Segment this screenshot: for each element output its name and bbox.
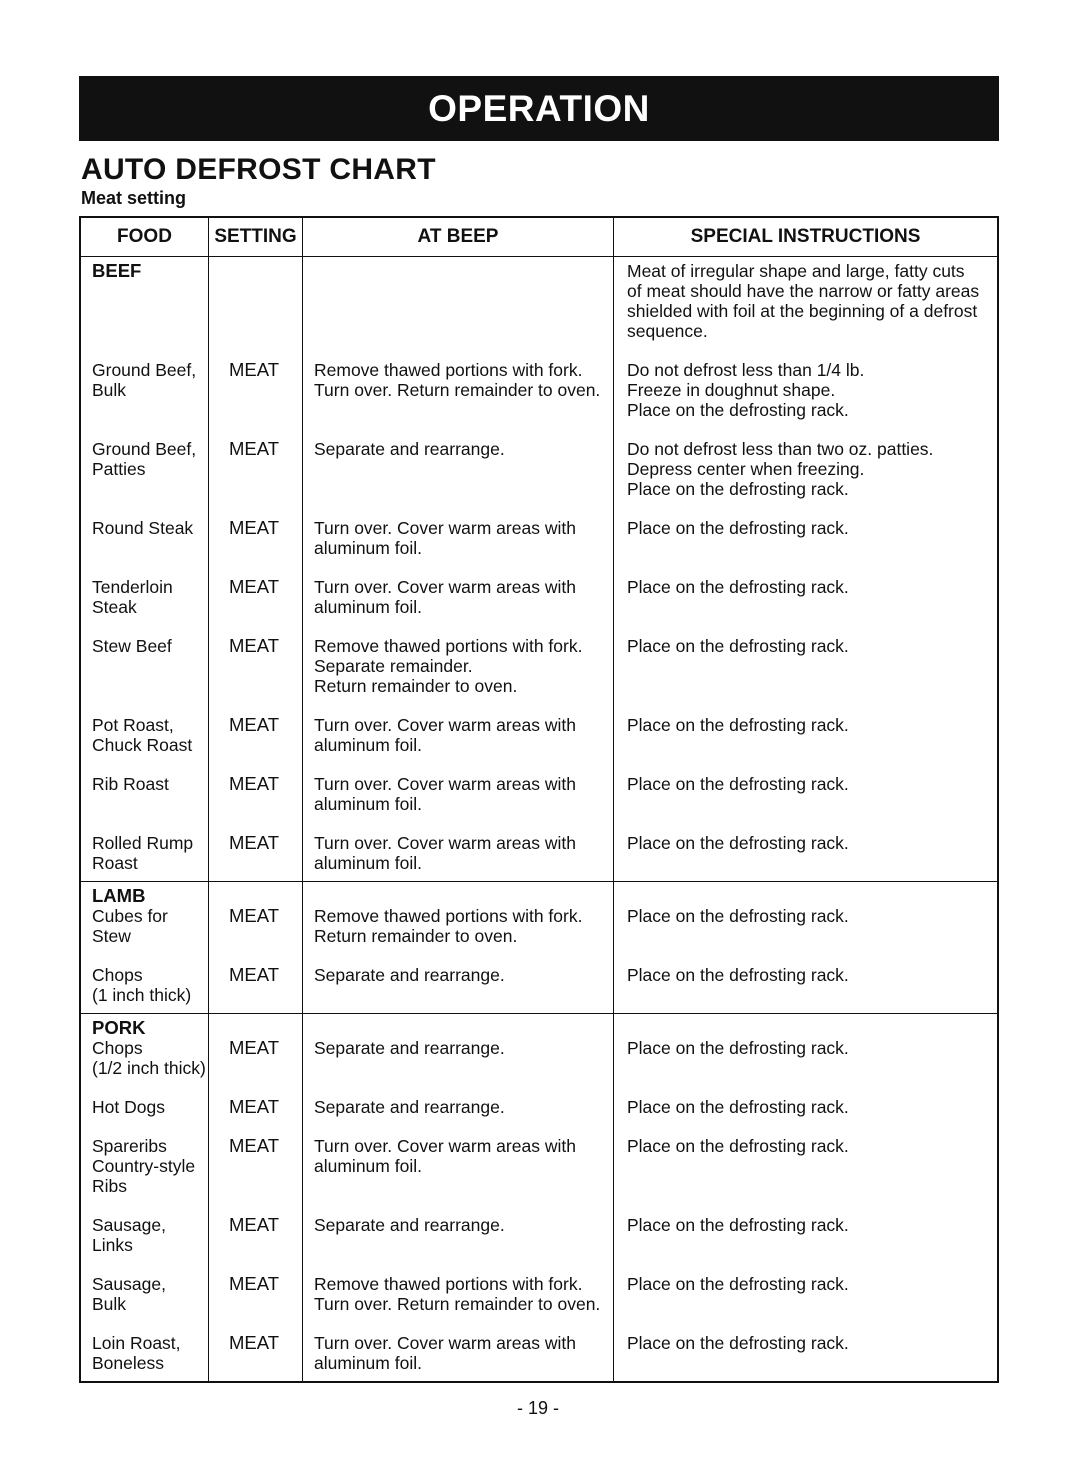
table-header-row (81, 218, 997, 257)
row-gap (81, 617, 208, 636)
setting-value: MEAT (229, 1096, 280, 1117)
at-beep-line: Turn over. Cover warm areas with (314, 577, 576, 597)
food-name-line: Stew Beef (92, 636, 172, 656)
at-beep-line: Remove thawed portions with fork. (314, 636, 583, 656)
at-beep-line: Turn over. Return remainder to oven. (314, 380, 601, 400)
food-name-line: Bulk (92, 380, 127, 400)
setting-value: MEAT (229, 714, 280, 735)
section-beef (81, 257, 997, 882)
row-gap (614, 755, 997, 774)
row-gap (303, 696, 613, 715)
at-beep-line: aluminum foil. (314, 794, 422, 814)
special-instruction-line: Place on the defrosting rack. (627, 518, 849, 538)
spacer-line (209, 459, 302, 479)
spacer-line (209, 853, 302, 873)
spacer-line (81, 794, 208, 814)
special-instruction-line: Place on the defrosting rack. (627, 906, 849, 926)
spacer-line (209, 926, 302, 946)
food-name-line: Stew (92, 926, 131, 946)
spacer-line (209, 985, 302, 1005)
food-name-line: Chuck Roast (92, 735, 193, 755)
spacer-line (81, 301, 208, 321)
spacer-line (209, 281, 302, 301)
food-name-line: Round Steak (92, 518, 194, 538)
row-gap (209, 420, 302, 439)
row-gap (81, 499, 208, 518)
spacer-line (209, 1176, 302, 1196)
setting-column (209, 257, 303, 881)
at-beep-line: Turn over. Cover warm areas with (314, 715, 576, 735)
spacer-line (614, 538, 997, 558)
row-gap (614, 1078, 997, 1097)
row-gap (303, 1078, 613, 1097)
chart-title: AUTO DEFROST CHART (81, 153, 436, 186)
setting-value: MEAT (229, 576, 280, 597)
spacer-line (209, 380, 302, 400)
spacer-line (209, 676, 302, 696)
setting-value: MEAT (229, 1214, 280, 1235)
row-gap (209, 558, 302, 577)
food-name-line: Rib Roast (92, 774, 169, 794)
spacer-line (209, 794, 302, 814)
row-gap (303, 946, 613, 965)
intro-text-line: sequence. (627, 321, 708, 341)
row-gap (209, 814, 302, 833)
row-gap (209, 341, 302, 360)
special-instruction-line: Place on the defrosting rack. (627, 636, 849, 656)
category-heading: BEEF (92, 260, 142, 281)
row-gap (81, 1078, 208, 1097)
at-beep-line: Remove thawed portions with fork. (314, 906, 583, 926)
spacer-line (81, 676, 208, 696)
spacer-line (614, 1176, 997, 1196)
spacer-line (81, 538, 208, 558)
food-name-line: Ground Beef, (92, 439, 197, 459)
setting-value: MEAT (229, 964, 280, 985)
food-name-line: Loin Roast, (92, 1333, 181, 1353)
food-column (81, 257, 209, 881)
header-at-beep: AT BEEP (303, 218, 614, 256)
spacer-line (614, 985, 997, 1005)
at-beep-line: Separate and rearrange. (314, 965, 505, 985)
special-instruction-line: Do not defrost less than two oz. patties. (627, 439, 934, 459)
special-instructions-column (614, 257, 997, 881)
section-pork (81, 1014, 997, 1381)
food-name-line: Ribs (92, 1176, 128, 1196)
row-gap (209, 1255, 302, 1274)
at-beep-line: Turn over. Cover warm areas with (314, 1333, 576, 1353)
row-gap (209, 1117, 302, 1136)
row-gap (303, 341, 613, 360)
at-beep-line: Turn over. Cover warm areas with (314, 774, 576, 794)
intro-text-line: Meat of irregular shape and large, fatty cuts (627, 261, 965, 281)
food-name-line: Bulk (92, 1294, 127, 1314)
special-instruction-line: Do not defrost less than 1/4 lb. (627, 360, 865, 380)
row-gap (303, 1196, 613, 1215)
setting-value: MEAT (229, 359, 280, 380)
spacer-line (209, 656, 302, 676)
special-instruction-line: Depress center when freezing. (627, 459, 865, 479)
row-gap (614, 1314, 997, 1333)
at-beep-column (303, 882, 614, 1013)
special-instruction-line: Place on the defrosting rack. (627, 479, 849, 499)
spacer-line (209, 479, 302, 499)
row-gap (209, 946, 302, 965)
row-gap (614, 946, 997, 965)
food-name-line: Chops (92, 965, 143, 985)
row-gap (81, 420, 208, 439)
spacer-line (614, 1058, 997, 1078)
at-beep-line: aluminum foil. (314, 853, 422, 873)
at-beep-line: Separate and rearrange. (314, 1215, 505, 1235)
spacer-line (209, 1235, 302, 1255)
at-beep-line: Separate and rearrange. (314, 1097, 505, 1117)
row-gap (614, 696, 997, 715)
row-gap (303, 1255, 613, 1274)
at-beep-line: aluminum foil. (314, 735, 422, 755)
at-beep-line: Return remainder to oven. (314, 926, 518, 946)
food-name-line: Cubes for (92, 906, 168, 926)
row-gap (614, 617, 997, 636)
spacer-line (81, 656, 208, 676)
spacer-line (303, 985, 613, 1005)
special-instruction-line: Place on the defrosting rack. (627, 1274, 849, 1294)
special-instruction-line: Place on the defrosting rack. (627, 833, 849, 853)
food-name-line: Patties (92, 459, 146, 479)
special-instruction-line: Place on the defrosting rack. (627, 400, 849, 420)
at-beep-line: Turn over. Cover warm areas with (314, 833, 576, 853)
row-gap (209, 617, 302, 636)
setting-value: MEAT (229, 1273, 280, 1294)
special-instruction-line: Place on the defrosting rack. (627, 577, 849, 597)
spacer-line (209, 1294, 302, 1314)
spacer-line (209, 301, 302, 321)
spacer-line (614, 1156, 997, 1176)
at-beep-column (303, 257, 614, 881)
header-special-instructions: SPECIAL INSTRUCTIONS (690, 226, 921, 247)
spacer-line (81, 281, 208, 301)
row-gap (614, 558, 997, 577)
at-beep-line: Separate remainder. (314, 656, 473, 676)
row-gap (614, 341, 997, 360)
at-beep-line: aluminum foil. (314, 1353, 422, 1373)
food-name-line: Roast (92, 853, 138, 873)
spacer-line (209, 735, 302, 755)
special-instructions-column (614, 1014, 997, 1381)
section-lamb (81, 882, 997, 1014)
defrost-chart-table (79, 216, 999, 1383)
spacer-line (614, 1353, 997, 1373)
setting-value: MEAT (229, 1135, 280, 1156)
spacer-line (209, 400, 302, 420)
special-instruction-line: Place on the defrosting rack. (627, 1038, 849, 1058)
at-beep-line: Separate and rearrange. (314, 439, 505, 459)
setting-value: MEAT (229, 1332, 280, 1353)
food-name-line: (1/2 inch thick) (92, 1058, 206, 1078)
row-gap (81, 946, 208, 965)
row-gap (81, 755, 208, 774)
header-setting: SETTING (209, 218, 303, 256)
spacer-line (614, 735, 997, 755)
spacer-line (81, 400, 208, 420)
row-gap (614, 814, 997, 833)
spacer-line (209, 538, 302, 558)
intro-text-line: shielded with foil at the beginning of a defrost (627, 301, 978, 321)
spacer-line (209, 1353, 302, 1373)
at-beep-line: aluminum foil. (314, 538, 422, 558)
food-name-line: Steak (92, 597, 137, 617)
row-gap (303, 499, 613, 518)
at-beep-line: aluminum foil. (314, 597, 422, 617)
at-beep-line: Turn over. Cover warm areas with (314, 518, 576, 538)
spacer-line (209, 261, 302, 281)
row-gap (81, 1117, 208, 1136)
at-beep-line: Remove thawed portions with fork. (314, 360, 583, 380)
at-beep-line: Turn over. Return remainder to oven. (314, 1294, 601, 1314)
special-instruction-line: Place on the defrosting rack. (627, 1215, 849, 1235)
spacer-line (303, 1176, 613, 1196)
food-name-line: Hot Dogs (92, 1097, 165, 1117)
spacer-line (614, 597, 997, 617)
at-beep-line: Return remainder to oven. (314, 676, 518, 696)
food-name-line: Rolled Rump (92, 833, 194, 853)
row-gap (614, 1255, 997, 1274)
row-gap (303, 755, 613, 774)
chart-subtitle: Meat setting (81, 188, 187, 208)
category-heading: LAMB (92, 885, 146, 906)
special-instruction-line: Place on the defrosting rack. (627, 1333, 849, 1353)
banner-title: OPERATION (428, 87, 650, 129)
row-gap (81, 696, 208, 715)
page-number: - 19 - (516, 1398, 559, 1418)
food-column (81, 882, 209, 1013)
special-instructions-column (614, 882, 997, 1013)
at-beep-line: Remove thawed portions with fork. (314, 1274, 583, 1294)
row-gap (209, 1314, 302, 1333)
row-gap (81, 1255, 208, 1274)
at-beep-line: Turn over. Cover warm areas with (314, 1136, 576, 1156)
setting-value: MEAT (229, 832, 280, 853)
setting-value: MEAT (229, 517, 280, 538)
row-gap (209, 499, 302, 518)
setting-value: MEAT (229, 905, 280, 926)
category-heading: PORK (92, 1017, 146, 1038)
row-gap (614, 499, 997, 518)
spacer-line (303, 1235, 613, 1255)
food-column (81, 1014, 209, 1381)
special-instruction-line: Place on the defrosting rack. (627, 965, 849, 985)
row-gap (209, 755, 302, 774)
setting-value: MEAT (229, 438, 280, 459)
row-gap (303, 1117, 613, 1136)
spacer-line (614, 656, 997, 676)
spacer-line (614, 1235, 997, 1255)
header-food: FOOD (81, 218, 209, 256)
food-name-line: Pot Roast, (92, 715, 174, 735)
food-name-line: (1 inch thick) (92, 985, 192, 1005)
intro-text-line: of meat should have the narrow or fatty areas (627, 281, 980, 301)
at-beep-line: Separate and rearrange. (314, 1038, 505, 1058)
special-instruction-line: Place on the defrosting rack. (627, 774, 849, 794)
spacer-line (614, 794, 997, 814)
spacer-line (81, 321, 208, 341)
row-gap (81, 1196, 208, 1215)
row-gap (303, 420, 613, 439)
spacer-line (303, 459, 613, 479)
setting-value: MEAT (229, 635, 280, 656)
row-gap (81, 1314, 208, 1333)
food-name-line: Sausage, (92, 1274, 166, 1294)
row-gap (209, 696, 302, 715)
spacer-line (209, 1058, 302, 1078)
row-gap (303, 558, 613, 577)
spacer-line (303, 1058, 613, 1078)
row-gap (614, 1196, 997, 1215)
food-name-line: Boneless (92, 1353, 164, 1373)
spacer-line (303, 261, 613, 281)
spacer-line (614, 853, 997, 873)
spacer-line (614, 1294, 997, 1314)
spacer-line (303, 301, 613, 321)
food-name-line: Links (92, 1235, 133, 1255)
row-gap (303, 617, 613, 636)
setting-value: MEAT (229, 1037, 280, 1058)
spacer-line (209, 321, 302, 341)
row-gap (303, 814, 613, 833)
row-gap (81, 814, 208, 833)
food-name-line: Chops (92, 1038, 143, 1058)
special-instruction-line: Place on the defrosting rack. (627, 1097, 849, 1117)
spacer-line (209, 1156, 302, 1176)
row-gap (209, 1078, 302, 1097)
setting-column (209, 1014, 303, 1381)
row-gap (209, 1196, 302, 1215)
food-name-line: Ground Beef, (92, 360, 197, 380)
special-instruction-line: Place on the defrosting rack. (627, 715, 849, 735)
page-banner (79, 76, 999, 141)
spacer-line (614, 926, 997, 946)
food-name-line: Country-style (92, 1156, 196, 1176)
at-beep-line: aluminum foil. (314, 1156, 422, 1176)
spacer-line (303, 479, 613, 499)
row-gap (303, 1314, 613, 1333)
special-instruction-line: Freeze in doughnut shape. (627, 380, 836, 400)
food-name-line: Sausage, (92, 1215, 166, 1235)
row-gap (81, 341, 208, 360)
spacer-line (303, 321, 613, 341)
spacer-line (303, 400, 613, 420)
spacer-line (209, 597, 302, 617)
spacer-line (81, 479, 208, 499)
at-beep-column (303, 1014, 614, 1381)
special-instruction-line: Place on the defrosting rack. (627, 1136, 849, 1156)
setting-column (209, 882, 303, 1013)
spacer-line (303, 281, 613, 301)
row-gap (614, 1117, 997, 1136)
row-gap (614, 420, 997, 439)
setting-value: MEAT (229, 773, 280, 794)
food-name-line: Tenderloin (92, 577, 173, 597)
food-name-line: Spareribs (92, 1136, 167, 1156)
row-gap (81, 558, 208, 577)
spacer-line (614, 676, 997, 696)
